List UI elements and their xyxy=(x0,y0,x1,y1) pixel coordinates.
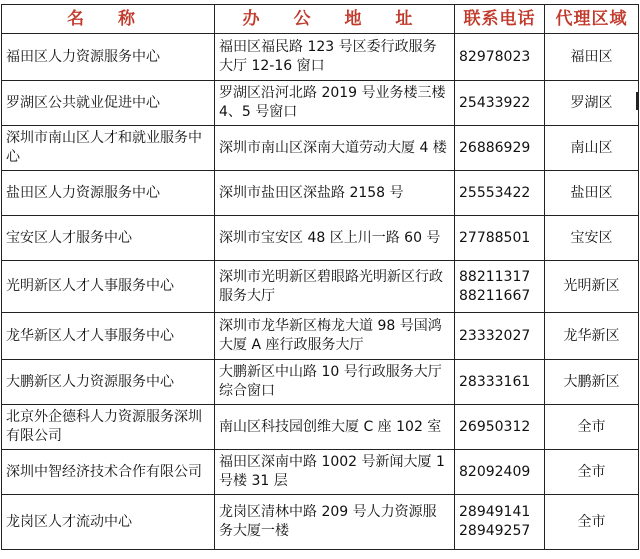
agency-name: 龙华新区人才人事服务中心 xyxy=(2,313,215,360)
header-address: 办 公 地 址 xyxy=(215,5,455,34)
agency-area: 南山区 xyxy=(545,126,639,171)
agency-name: 福田区人力资源服务中心 xyxy=(2,34,215,81)
agency-address: 福田区福民路 123 号区委行政服务大厅 12-16 窗口 xyxy=(215,34,455,81)
table-row xyxy=(2,313,639,360)
agency-area: 全市 xyxy=(545,450,639,495)
agency-area: 罗湖区 xyxy=(545,81,639,126)
agency-phone-cell xyxy=(455,34,545,81)
agency-phone: 25433922 xyxy=(459,94,531,111)
agency-phone: 28333161 xyxy=(459,373,531,390)
agency-phone: 26886929 xyxy=(459,139,531,156)
agency-address: 龙岗区清林中路 209 号人力资源服务大厦一楼 xyxy=(215,495,455,550)
agency-phone: 28949141 xyxy=(459,504,531,520)
agency-address: 深圳市宝安区 48 区上川一路 60 号 xyxy=(215,216,455,261)
agency-phone: 27788501 xyxy=(459,229,531,246)
table-row xyxy=(2,360,639,405)
agency-area: 全市 xyxy=(545,405,639,450)
agency-area: 大鹏新区 xyxy=(545,360,639,405)
agency-name: 罗湖区公共就业促进中心 xyxy=(2,81,215,126)
agency-phone-cell xyxy=(455,126,545,171)
header-row xyxy=(2,5,639,34)
agency-phone: 88211667 xyxy=(459,287,531,304)
agency-address: 深圳市盐田区深盐路 2158 号 xyxy=(215,171,455,216)
agency-name: 深圳市南山区人才和就业服务中心 xyxy=(2,126,215,171)
header-phone: 联系电话 xyxy=(455,5,545,34)
agency-address: 罗湖区沿河北路 2019 号业务楼三楼 4、5 号窗口 xyxy=(215,81,455,126)
agency-phone-cell xyxy=(455,450,545,495)
table-row xyxy=(2,171,639,216)
table-row xyxy=(2,450,639,495)
agency-address: 南山区科技园创维大厦 C 座 102 室 xyxy=(215,405,455,450)
agency-name: 北京外企德科人力资源服务深圳有限公司 xyxy=(2,405,215,450)
agency-phone-cell xyxy=(455,495,545,550)
agency-address: 福田区深南中路 1002 号新闻大厦 1 号楼 31 层 xyxy=(215,450,455,495)
agency-phone: 26950312 xyxy=(459,418,531,435)
agency-phone: 25553422 xyxy=(459,184,531,201)
agency-name: 龙岗区人才流动中心 xyxy=(2,495,215,550)
agency-phone-cell xyxy=(455,81,545,126)
agency-area: 宝安区 xyxy=(545,216,639,261)
agency-phone-cell xyxy=(455,313,545,360)
agency-area: 光明新区 xyxy=(545,261,639,313)
header-area: 代理区域 xyxy=(545,5,639,34)
table-row xyxy=(2,81,639,126)
edge-mark xyxy=(636,92,638,110)
header-name: 名 称 xyxy=(2,5,215,34)
agency-area: 盐田区 xyxy=(545,171,639,216)
agency-phone: 82978023 xyxy=(459,48,531,65)
agency-area: 全市 xyxy=(545,495,639,550)
agency-table xyxy=(1,4,639,550)
agency-phone-cell xyxy=(455,360,545,405)
agency-address: 深圳市南山区深南大道劳动大厦 4 楼 xyxy=(215,126,455,171)
agency-phone: 28949257 xyxy=(459,523,531,539)
agency-address: 深圳市光明新区碧眼路光明新区行政服务大厅 xyxy=(215,261,455,313)
agency-phone: 88211317 xyxy=(459,268,531,285)
agency-phone: 23332027 xyxy=(459,327,531,344)
agency-name: 深圳中智经济技术合作有限公司 xyxy=(2,450,215,495)
table-row xyxy=(2,126,639,171)
agency-phone-cell xyxy=(455,216,545,261)
agency-area: 福田区 xyxy=(545,34,639,81)
agency-phone-cell xyxy=(455,405,545,450)
agency-name: 光明新区人才人事服务中心 xyxy=(2,261,215,313)
table-row xyxy=(2,405,639,450)
table-row xyxy=(2,495,639,550)
agency-name: 大鹏新区人力资源服务中心 xyxy=(2,360,215,405)
agency-phone-cell xyxy=(455,171,545,216)
agency-area: 龙华新区 xyxy=(545,313,639,360)
agency-address: 大鹏新区中山路 10 号行政服务大厅综合窗口 xyxy=(215,360,455,405)
table-row xyxy=(2,34,639,81)
agency-phone-cell xyxy=(455,261,545,313)
table-row xyxy=(2,216,639,261)
agency-name: 宝安区人才服务中心 xyxy=(2,216,215,261)
agency-name: 盐田区人力资源服务中心 xyxy=(2,171,215,216)
table-row xyxy=(2,261,639,313)
agency-address: 深圳市龙华新区梅龙大道 98 号国鸿大厦 A 座行政服务大厅 xyxy=(215,313,455,360)
agency-phone: 82092409 xyxy=(459,463,531,480)
